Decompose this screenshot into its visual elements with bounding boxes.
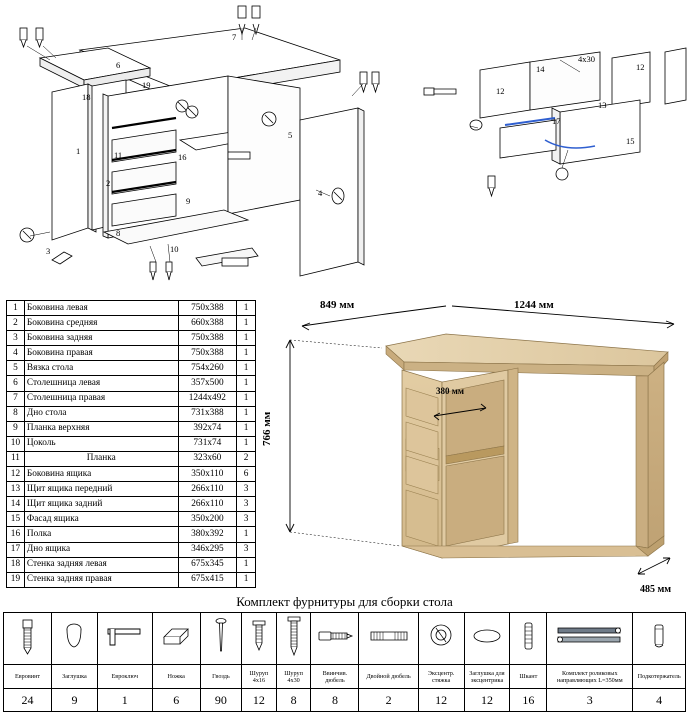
kit-label-leg: Ножка bbox=[152, 665, 200, 689]
cap-icon bbox=[60, 619, 88, 653]
table-row bbox=[7, 346, 256, 361]
part-dimension: 266х110 bbox=[178, 497, 237, 512]
drawer-slide-icon bbox=[554, 620, 626, 652]
svg-text:9: 9 bbox=[186, 196, 191, 206]
part-dimension: 750x388 bbox=[178, 301, 237, 316]
svg-text:16: 16 bbox=[178, 152, 187, 162]
dim-inner-label: 380 мм bbox=[436, 386, 465, 396]
svg-text:8: 8 bbox=[116, 228, 121, 238]
table-row bbox=[7, 406, 256, 421]
part-number: 4 bbox=[7, 346, 25, 361]
part-number: 13 bbox=[7, 482, 25, 497]
kit-cell-nail bbox=[200, 613, 241, 665]
part-dimension: 323x60 bbox=[178, 451, 237, 466]
part-number: 16 bbox=[7, 527, 25, 542]
part-name: Цоколь bbox=[24, 436, 178, 451]
part-dimension: 380x392 bbox=[178, 527, 237, 542]
part-number: 14 bbox=[7, 497, 25, 512]
part-quantity: 1 bbox=[237, 421, 256, 436]
part-dimension: 750x388 bbox=[178, 331, 237, 346]
svg-text:19: 19 bbox=[142, 80, 151, 90]
part-name: Вязка стола bbox=[24, 361, 178, 376]
kit-count-cam-lock: 12 bbox=[418, 689, 464, 712]
part-quantity: 1 bbox=[237, 406, 256, 421]
svg-text:14: 14 bbox=[536, 64, 545, 74]
part-quantity: 1 bbox=[237, 436, 256, 451]
part-name: Столешница левая bbox=[24, 376, 178, 391]
part-quantity: 1 bbox=[237, 361, 256, 376]
svg-text:10: 10 bbox=[170, 244, 179, 254]
part-quantity: 1 bbox=[237, 301, 256, 316]
svg-text:7: 7 bbox=[232, 32, 237, 42]
svg-text:6: 6 bbox=[116, 60, 121, 70]
kit-labels-row bbox=[4, 665, 686, 689]
part-name: Стенка задняя левая bbox=[24, 557, 178, 572]
parts-table-body bbox=[7, 301, 256, 588]
part-number: 7 bbox=[7, 391, 25, 406]
part-number: 11 bbox=[7, 451, 25, 466]
part-quantity: 1 bbox=[237, 572, 256, 587]
kit-cell-dowel-pin bbox=[510, 613, 547, 665]
kit-count-cap: 9 bbox=[52, 689, 98, 712]
kit-count-screw-4x16: 12 bbox=[242, 689, 277, 712]
table-row bbox=[7, 436, 256, 451]
part-name: Дно стола bbox=[24, 406, 178, 421]
kit-cell-cap bbox=[52, 613, 98, 665]
dim-top-left-label: 849 мм bbox=[320, 299, 355, 311]
table-row bbox=[7, 316, 256, 331]
table-row bbox=[7, 361, 256, 376]
kit-count-nail: 90 bbox=[200, 689, 241, 712]
svg-text:17: 17 bbox=[552, 116, 561, 126]
part-quantity: 3 bbox=[237, 512, 256, 527]
kit-label-drawer-slide: Комплект роликовых направляющих L=350мм bbox=[547, 665, 633, 689]
screw-4x30-icon bbox=[283, 614, 305, 658]
exploded-assembly-diagram bbox=[0, 0, 689, 292]
part-quantity: 1 bbox=[237, 391, 256, 406]
part-name: Боковина левая bbox=[24, 301, 178, 316]
kit-cell-shelf-support bbox=[633, 613, 686, 665]
dim-depth-label: 485 мм bbox=[640, 584, 672, 595]
part-number: 8 bbox=[7, 406, 25, 421]
part-quantity: 3 bbox=[237, 542, 256, 557]
screw-4x16-icon bbox=[248, 617, 270, 655]
kit-count-cam-cover: 12 bbox=[464, 689, 510, 712]
dowel-pin-icon bbox=[519, 618, 537, 654]
svg-text:4х30: 4х30 bbox=[578, 54, 595, 64]
kit-cell-leg bbox=[152, 613, 200, 665]
part-name: Планка bbox=[24, 451, 178, 466]
part-dimension: 675х345 bbox=[178, 557, 237, 572]
table-row bbox=[7, 512, 256, 527]
kit-label-screw-in-dowel: Ввинчив. дюбель bbox=[311, 665, 359, 689]
kit-label-double-dowel: Двойной дюбель bbox=[359, 665, 418, 689]
kit-count-euro-key: 1 bbox=[97, 689, 152, 712]
part-quantity: 1 bbox=[237, 346, 256, 361]
kit-label-screw-4x16: Шуруп 4x16 bbox=[242, 665, 277, 689]
kit-cell-euro-key bbox=[97, 613, 152, 665]
part-number: 1 bbox=[7, 301, 25, 316]
svg-text:18: 18 bbox=[82, 92, 91, 102]
table-row bbox=[7, 527, 256, 542]
finished-desk-render bbox=[256, 296, 689, 596]
part-name: Планка верхняя bbox=[24, 421, 178, 436]
kit-cell-screw-4x16 bbox=[242, 613, 277, 665]
kit-cell-cam-cover bbox=[464, 613, 510, 665]
kit-count-screw-in-dowel: 8 bbox=[311, 689, 359, 712]
part-dimension: 1244x492 bbox=[178, 391, 237, 406]
part-name: Полка bbox=[24, 527, 178, 542]
svg-text:3: 3 bbox=[46, 246, 51, 256]
part-dimension: 660x388 bbox=[178, 316, 237, 331]
table-row bbox=[7, 301, 256, 316]
part-dimension: 731x74 bbox=[178, 436, 237, 451]
part-number: 15 bbox=[7, 512, 25, 527]
table-row bbox=[7, 497, 256, 512]
part-dimension: 357x500 bbox=[178, 376, 237, 391]
svg-text:15: 15 bbox=[626, 136, 635, 146]
part-number: 19 bbox=[7, 572, 25, 587]
cam-lock-icon bbox=[426, 619, 456, 653]
leg-icon bbox=[158, 621, 194, 651]
part-number: 9 bbox=[7, 421, 25, 436]
part-name: Боковина ящика bbox=[24, 467, 178, 482]
part-quantity: 1 bbox=[237, 316, 256, 331]
svg-text:12: 12 bbox=[636, 62, 645, 72]
table-row bbox=[7, 542, 256, 557]
table-row bbox=[7, 421, 256, 436]
part-name: Стенка задняя правая bbox=[24, 572, 178, 587]
kit-label-cam-cover: Заглушка для эксцентрика bbox=[464, 665, 510, 689]
table-row bbox=[7, 451, 256, 466]
part-name: Щит ящика задний bbox=[24, 497, 178, 512]
double-dowel-icon bbox=[365, 625, 413, 647]
kit-label-cam-lock: Эксцентр. стяжка bbox=[418, 665, 464, 689]
part-quantity: 1 bbox=[237, 331, 256, 346]
table-row bbox=[7, 467, 256, 482]
kit-cell-euro-screw bbox=[4, 613, 52, 665]
euro-screw-icon bbox=[11, 617, 45, 655]
part-number: 17 bbox=[7, 542, 25, 557]
part-dimension: 754x260 bbox=[178, 361, 237, 376]
kit-label-nail: Гвоздь bbox=[200, 665, 241, 689]
part-name: Боковина задняя bbox=[24, 331, 178, 346]
hardware-kit-table bbox=[3, 612, 686, 712]
part-dimension: 346х295 bbox=[178, 542, 237, 557]
dim-top-right-label: 1244 мм bbox=[514, 299, 554, 311]
part-dimension: 350x200 bbox=[178, 512, 237, 527]
part-name: Дно ящика bbox=[24, 542, 178, 557]
kit-count-dowel-pin: 16 bbox=[510, 689, 547, 712]
kit-cell-double-dowel bbox=[359, 613, 418, 665]
svg-text:2: 2 bbox=[106, 178, 111, 188]
kit-count-screw-4x30: 8 bbox=[276, 689, 311, 712]
kit-label-dowel-pin: Шкант bbox=[510, 665, 547, 689]
table-row bbox=[7, 376, 256, 391]
kit-icons-row bbox=[4, 613, 686, 665]
svg-text:1: 1 bbox=[76, 146, 81, 156]
part-number: 10 bbox=[7, 436, 25, 451]
part-quantity: 1 bbox=[237, 376, 256, 391]
part-quantity: 1 bbox=[237, 557, 256, 572]
part-dimension: 266х110 bbox=[178, 482, 237, 497]
screw-in-dowel-icon bbox=[315, 623, 355, 649]
svg-text:11: 11 bbox=[114, 150, 123, 160]
part-dimension: 750x388 bbox=[178, 346, 237, 361]
kit-label-euro-screw: Евровинт bbox=[4, 665, 52, 689]
table-row bbox=[7, 331, 256, 346]
part-dimension: 675х415 bbox=[178, 572, 237, 587]
part-number: 6 bbox=[7, 376, 25, 391]
euro-key-icon bbox=[104, 621, 146, 651]
nail-icon bbox=[210, 616, 232, 656]
part-quantity: 6 bbox=[237, 467, 256, 482]
svg-text:4: 4 bbox=[318, 188, 323, 198]
kit-label-cap: Заглушка bbox=[52, 665, 98, 689]
svg-text:5: 5 bbox=[288, 130, 293, 140]
kit-cell-screw-in-dowel bbox=[311, 613, 359, 665]
hardware-kit-title: Комплект фурнитуры для сборки стола bbox=[236, 594, 453, 609]
part-quantity: 3 bbox=[237, 497, 256, 512]
part-name: Боковина правая bbox=[24, 346, 178, 361]
kit-cell-screw-4x30 bbox=[276, 613, 311, 665]
part-quantity: 1 bbox=[237, 527, 256, 542]
dim-height-label: 766 мм bbox=[261, 411, 273, 446]
table-row bbox=[7, 482, 256, 497]
kit-label-screw-4x30: Шуруп 4x30 bbox=[276, 665, 311, 689]
part-number: 12 bbox=[7, 467, 25, 482]
kit-cell-cam-lock bbox=[418, 613, 464, 665]
exploded-diagram-svg bbox=[0, 0, 689, 292]
part-name: Столешница правая bbox=[24, 391, 178, 406]
kit-count-leg: 6 bbox=[152, 689, 200, 712]
part-number: 3 bbox=[7, 331, 25, 346]
table-row bbox=[7, 557, 256, 572]
part-name: Боковина средняя bbox=[24, 316, 178, 331]
kit-count-double-dowel: 2 bbox=[359, 689, 418, 712]
parts-table bbox=[6, 300, 256, 588]
part-dimension: 392x74 bbox=[178, 421, 237, 436]
kit-cell-drawer-slide bbox=[547, 613, 633, 665]
part-number: 2 bbox=[7, 316, 25, 331]
part-number: 5 bbox=[7, 361, 25, 376]
part-quantity: 2 bbox=[237, 451, 256, 466]
kit-count-shelf-support: 4 bbox=[633, 689, 686, 712]
part-quantity: 3 bbox=[237, 482, 256, 497]
part-dimension: 350x110 bbox=[178, 467, 237, 482]
part-name: Фасад ящика bbox=[24, 512, 178, 527]
table-row bbox=[7, 572, 256, 587]
cam-cover-icon bbox=[470, 624, 504, 648]
kit-label-shelf-support: Подкотержатель bbox=[633, 665, 686, 689]
shelf-support-icon bbox=[646, 619, 672, 653]
kit-label-euro-key: Евроключ bbox=[97, 665, 152, 689]
kit-count-euro-screw: 24 bbox=[4, 689, 52, 712]
table-row bbox=[7, 391, 256, 406]
part-name: Щит ящика передний bbox=[24, 482, 178, 497]
kit-count-drawer-slide: 3 bbox=[547, 689, 633, 712]
svg-text:12: 12 bbox=[496, 86, 505, 96]
part-dimension: 731x388 bbox=[178, 406, 237, 421]
part-number: 18 bbox=[7, 557, 25, 572]
desk-render-svg bbox=[256, 296, 689, 596]
kit-counts-row bbox=[4, 689, 686, 712]
svg-text:13: 13 bbox=[598, 100, 607, 110]
